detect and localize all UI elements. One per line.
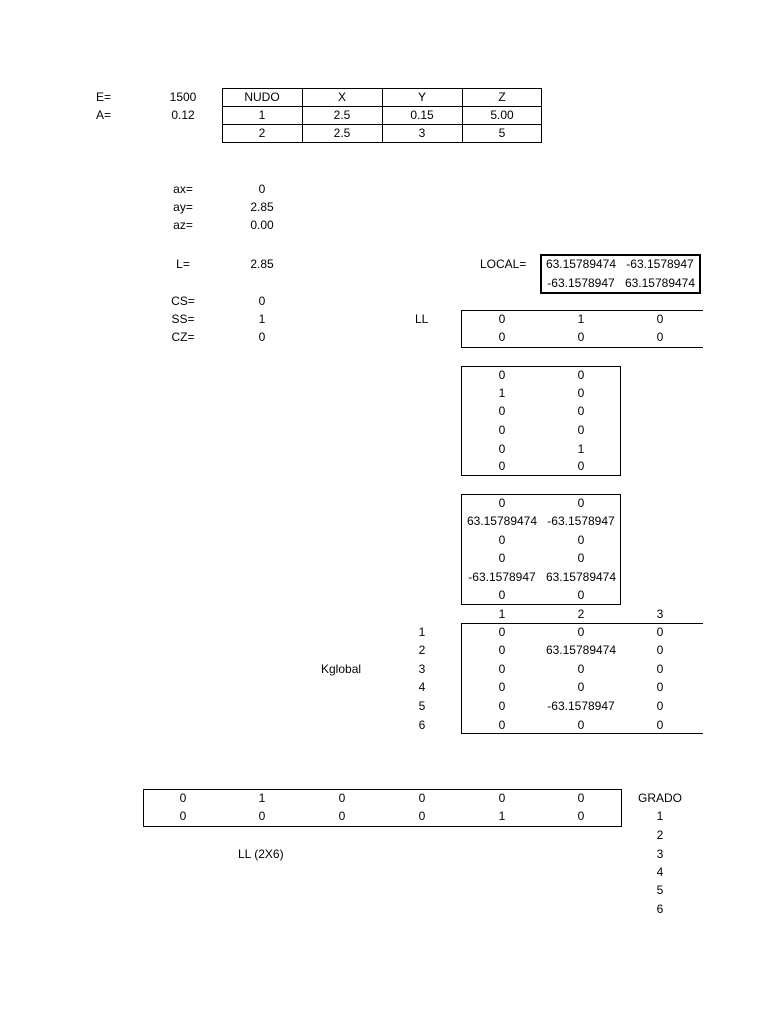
ll-full-cell: 0 xyxy=(179,791,187,805)
product-cell: -63.1578947 xyxy=(547,514,615,528)
grado-value: 3 xyxy=(656,847,664,861)
ss-label: SS= xyxy=(171,312,195,326)
local-cell: -63.1578947 xyxy=(626,257,694,271)
az-label: az= xyxy=(173,218,193,232)
product-cell: 63.15789474 xyxy=(545,570,617,584)
nudo-header: NUDO xyxy=(244,90,280,104)
kglobal-label: Kglobal xyxy=(321,662,362,676)
cs-label: CS= xyxy=(171,294,195,308)
nudo-cell: 2.5 xyxy=(333,126,351,140)
kglobal-col-header: 1 xyxy=(498,607,506,621)
transpose-cell: 1 xyxy=(498,386,506,400)
kglobal-cell: 0 xyxy=(656,662,664,676)
y-header: Y xyxy=(417,90,426,104)
x-header: X xyxy=(337,90,346,104)
transpose-cell: 0 xyxy=(577,368,585,382)
transpose-cell: 0 xyxy=(498,442,506,456)
kglobal-cell: 0 xyxy=(577,680,585,694)
product-cell: 0 xyxy=(577,588,585,602)
kglobal-row-header: 5 xyxy=(418,699,426,713)
nudo-cell: 3 xyxy=(418,126,426,140)
ll-full-cell: 0 xyxy=(577,791,585,805)
kglobal-row-header: 2 xyxy=(418,643,426,657)
kglobal-cell: 0 xyxy=(656,699,664,713)
ll-full-cell: 0 xyxy=(338,809,346,823)
kglobal-cell: 0 xyxy=(656,680,664,694)
kglobal-cell: 0 xyxy=(498,718,506,732)
az-value: 0.00 xyxy=(250,218,274,232)
ll-full-cell: 0 xyxy=(338,791,346,805)
kglobal-cell: -63.1578947 xyxy=(547,699,615,713)
ll-cell: 1 xyxy=(577,312,585,326)
grado-value: 4 xyxy=(656,865,664,879)
z-header: Z xyxy=(498,90,506,104)
grado-value: 6 xyxy=(656,902,664,916)
product-cell: 0 xyxy=(577,533,585,547)
grado-value: 5 xyxy=(656,883,664,897)
transpose-cell: 0 xyxy=(498,459,506,473)
product-cell: 0 xyxy=(498,533,506,547)
ay-value: 2.85 xyxy=(250,200,274,214)
e-value: 1500 xyxy=(169,90,197,104)
length-value: 2.85 xyxy=(250,257,274,271)
transpose-cell: 0 xyxy=(577,404,585,418)
local-cell: 63.15789474 xyxy=(545,257,617,271)
local-label: LOCAL= xyxy=(480,257,527,271)
product-cell: 0 xyxy=(498,588,506,602)
nudo-cell: 0.15 xyxy=(410,108,434,122)
kglobal-cell: 0 xyxy=(498,699,506,713)
transpose-cell: 0 xyxy=(577,386,585,400)
nudo-cell: 5 xyxy=(498,126,506,140)
local-cell: -63.1578947 xyxy=(547,276,615,290)
length-label: L= xyxy=(176,257,190,271)
grado-header: GRADO xyxy=(637,791,682,805)
kglobal-cell: 0 xyxy=(498,680,506,694)
ax-label: ax= xyxy=(173,182,193,196)
kglobal-row-header: 1 xyxy=(418,625,426,639)
cs-value: 0 xyxy=(258,294,266,308)
transpose-cell: 0 xyxy=(498,404,506,418)
ll-full-cell: 0 xyxy=(577,809,585,823)
a-label: A= xyxy=(96,108,112,122)
kglobal-cell: 0 xyxy=(656,643,664,657)
transpose-cell: 0 xyxy=(498,368,506,382)
nudo-cell: 1 xyxy=(258,108,266,122)
product-cell: 0 xyxy=(577,551,585,565)
kglobal-cell: 0 xyxy=(498,625,506,639)
ss-value: 1 xyxy=(258,312,266,326)
kglobal-cell: 0 xyxy=(577,625,585,639)
product-cell: 0 xyxy=(498,496,506,510)
product-cell: 0 xyxy=(577,496,585,510)
transpose-cell: 0 xyxy=(577,423,585,437)
ll-full-cell: 0 xyxy=(179,809,187,823)
kglobal-cell: 63.15789474 xyxy=(545,643,617,657)
kglobal-cell: 0 xyxy=(577,718,585,732)
kglobal-row-header: 4 xyxy=(418,680,426,694)
e-label: E= xyxy=(96,90,112,104)
cz-label: CZ= xyxy=(171,330,195,344)
kglobal-cell: 0 xyxy=(498,643,506,657)
nudo-cell: 5.00 xyxy=(490,108,514,122)
ll-cell: 0 xyxy=(656,330,664,344)
grado-value: 1 xyxy=(656,809,664,823)
a-value: 0.12 xyxy=(171,108,195,122)
ll-cell: 0 xyxy=(498,312,506,326)
product-cell: -63.1578947 xyxy=(468,570,536,584)
ll-cell: 0 xyxy=(577,330,585,344)
ll-cell: 0 xyxy=(656,312,664,326)
ll-full-cell: 0 xyxy=(258,809,266,823)
kglobal-row-header: 3 xyxy=(418,662,426,676)
ax-value: 0 xyxy=(258,182,266,196)
kglobal-cell: 0 xyxy=(656,625,664,639)
product-cell: 63.15789474 xyxy=(466,514,538,528)
ll-full-cell: 1 xyxy=(498,809,506,823)
kglobal-cell: 0 xyxy=(577,662,585,676)
transpose-cell: 1 xyxy=(577,442,585,456)
ll-full-label: LL (2X6) xyxy=(238,847,284,861)
kglobal-cell: 0 xyxy=(498,662,506,676)
kglobal-cell: 0 xyxy=(656,718,664,732)
ll-full-cell: 1 xyxy=(258,791,266,805)
ll-full-cell: 0 xyxy=(418,809,426,823)
ay-label: ay= xyxy=(173,200,193,214)
nudo-cell: 2 xyxy=(258,126,266,140)
ll-label: LL xyxy=(415,312,429,326)
transpose-cell: 0 xyxy=(498,423,506,437)
kglobal-col-header: 3 xyxy=(656,607,664,621)
ll-cell: 0 xyxy=(498,330,506,344)
product-cell: 0 xyxy=(498,551,506,565)
local-cell: 63.15789474 xyxy=(624,276,696,290)
kglobal-row-header: 6 xyxy=(418,718,426,732)
nudo-cell: 2.5 xyxy=(333,108,351,122)
transpose-cell: 0 xyxy=(577,459,585,473)
kglobal-col-header: 2 xyxy=(577,607,585,621)
ll-full-cell: 0 xyxy=(418,791,426,805)
grado-value: 2 xyxy=(656,828,664,842)
cz-value: 0 xyxy=(258,330,266,344)
ll-full-cell: 0 xyxy=(498,791,506,805)
